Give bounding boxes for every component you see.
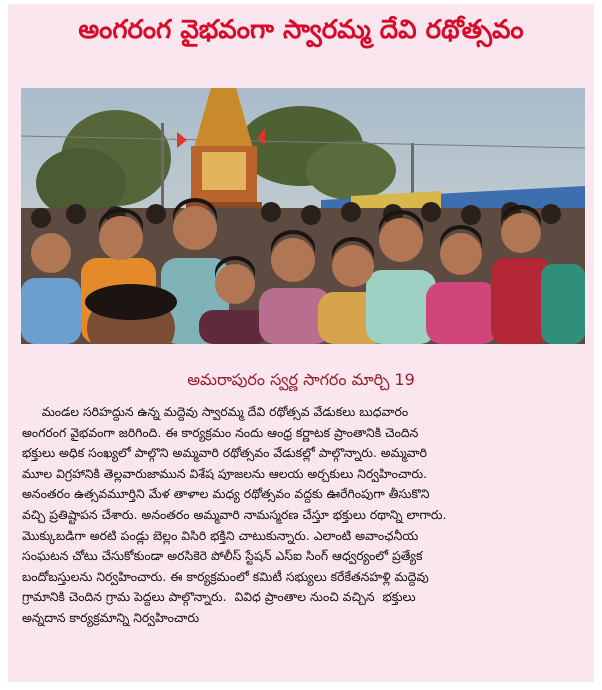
- article-body-line: భక్తులు అధిక సంఖ్యలో పాల్గొని అమ్మవారి రథోత్సవం వేడుకల్లో పాల్గొన్నారు. అమ్మవారి: [22, 445, 428, 461]
- headline: అంగరంగ వైభవంగా స్వారమ్మ దేవి రథోత్సవం: [78, 15, 524, 45]
- article-body-line: మూల విగ్రహానికి తెల్లవారుజామున విశేష పూజలను ఆలయ అర్చకులు నిర్వహించారు.: [22, 465, 428, 481]
- article-body-line: వచ్చి ప్రతిష్టాపన చేశారు. అనంతరం అమ్మవారి నామస్మరణ చేస్తూ భక్తులు రథాన్ని లాగారు.: [22, 506, 447, 522]
- article-body-line: సంఘటన చోటు చేసుకోకుండా అరసికెరె పోలీస్ స్టేషన్ ఎస్ఐ సింగ్ ఆధ్వర్యంలో ప్రత్యేక: [22, 548, 423, 564]
- article-body-line: అన్నదాన కార్యక్రమాన్ని నిర్వహించారు: [22, 609, 200, 625]
- article-body-line: అంగరంగ వైభవంగా జరిగింది. ఈ కార్యక్రమం నందు ఆంధ్ర కర్ణాటక ప్రాంతానికి చెందిన: [22, 424, 419, 440]
- article-body-line: అనంతరం ఉత్సవమూర్తిని మేళ తాళాల మధ్య రథోత్సవం వద్దకు ఊరేగింపుగా తీసుకొని: [22, 486, 430, 502]
- dateline: అమరాపురం స్వర్ణ సాగరం మార్చి 19: [187, 370, 415, 389]
- article-body-line: గ్రామానికి చెందిన గ్రామ పెద్దలు పాల్గొన్నారు. వివిధ ప్రాంతాల నుంచి వచ్చిన భక్తులు: [22, 589, 416, 605]
- festival-photo: [21, 88, 585, 344]
- article-body-line: బందోబస్తులను నిర్వహించారు. ఈ కార్యక్రమంలో కమిటీ సభ్యులు కరేకేతనహళ్లి మద్దెవు: [22, 568, 429, 584]
- article-body-line: మొక్కుబడిగా అరటి పండ్లు బెల్లం విసిరి భక్తిని చాటుకున్నారు. ఎలాంటి అవాంఛనీయ: [22, 527, 419, 543]
- article-body: [22, 402, 582, 629]
- article-body-line: మండల సరిహద్దున ఉన్న మద్దెవు స్వారమ్మ దేవి రథోత్సవ వేడుకలు బుధవారం: [22, 404, 409, 419]
- news-page: [8, 4, 594, 682]
